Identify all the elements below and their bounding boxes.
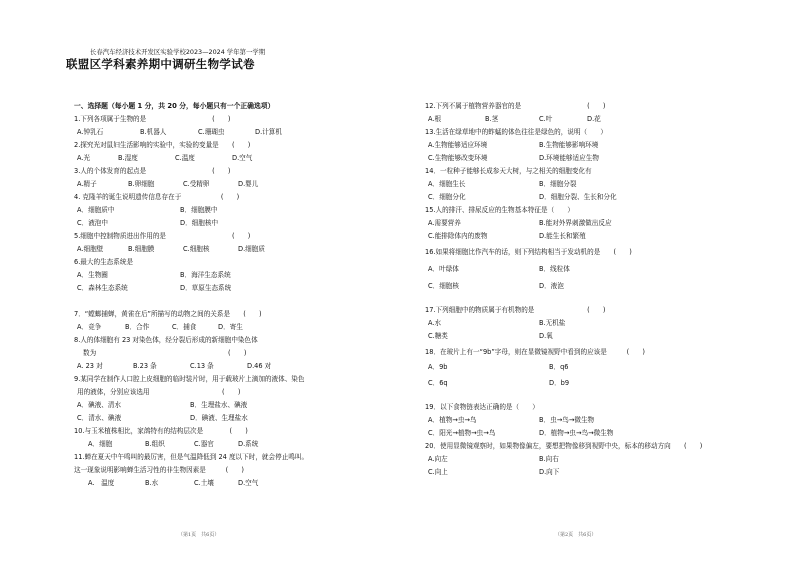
option: B.机器人 — [140, 128, 167, 136]
option: C.受精卵 — [183, 180, 210, 188]
question-14-stem: 14．一粒种子能够长成参天大树，与之相关的细胞变化有 — [425, 167, 592, 175]
option: A.钟乳石 — [77, 128, 104, 136]
option: A. 23 对 — [77, 362, 103, 370]
option: C.细胞核 — [183, 245, 210, 253]
option: C．森林生态系统 — [77, 284, 128, 292]
option: D.花 — [587, 115, 601, 123]
question-8-stem-cont: 数为 ( ) — [83, 349, 247, 357]
section-heading: 一、选择题（每小题 1 分，共 20 分，每小题只有一个正确选项） — [74, 102, 275, 110]
option: D．液泡 — [539, 282, 564, 290]
option: A.生物能够适应环境 — [428, 141, 488, 149]
question-18-stem: 18．在玻片上有一“9b”字母，则在显微镜视野中看到的应该是 ( ) — [425, 348, 645, 356]
page-number-right: （第2页 共6页） — [555, 532, 597, 538]
question-20-stem: 20．使用显微镜观察时，如果物像偏左，要想把物像移到视野中央，标本的移动方向 ( ) — [425, 442, 703, 450]
option: B．线粒体 — [539, 265, 570, 273]
option: B.组织 — [145, 440, 165, 448]
option: B.水 — [145, 479, 159, 487]
question-2-stem: 2.探究光对鼠妇生活影响的实验中，实验的变量是 ( ) — [74, 141, 251, 149]
question-19-stem: 19．以下食物链表达正确的是（ ） — [425, 403, 539, 411]
question-11-stem-cont: 这一现象说明影响蝉生活习性的非生物因素是 ( ) — [74, 466, 244, 474]
option: C.温度 — [175, 154, 195, 162]
option: D.氧 — [539, 332, 553, 340]
option: C．细胞分化 — [428, 193, 466, 201]
question-12-stem: 12.下列不属于植物营养器官的是 ( ) — [425, 102, 606, 110]
school-name: 长春汽车经济技术开发区实验学校2023—2024 学年第一学期 — [90, 48, 266, 56]
option: A．竞争 — [77, 323, 102, 331]
option: B.卵细胞 — [128, 180, 155, 188]
option: C.向上 — [428, 468, 448, 476]
question-4-stem: 4. 克隆羊的诞生说明遗传信息存在于 ( ) — [74, 193, 240, 201]
question-5-stem: 5.细胞中控制物质进出作用的是 ( ) — [74, 232, 251, 240]
option: B.能对外界刺激做出反应 — [539, 219, 612, 227]
option: C．阳光→植物→虫→鸟 — [428, 429, 496, 437]
option: B．生理盐水、碘液 — [190, 401, 248, 409]
option: D．寄生 — [218, 323, 243, 331]
question-16-stem: 16.如果将细胞比作汽车的话，则下列结构相当于发动机的是 ( ) — [425, 248, 632, 256]
option: D．草原生态系统 — [180, 284, 232, 292]
option: C.生物能够改变环境 — [428, 154, 488, 162]
option: D.空气 — [232, 154, 253, 162]
option: C.土壤 — [194, 479, 214, 487]
option: C．捕食 — [172, 323, 197, 331]
option: A．细胞质中 — [77, 206, 115, 214]
option: D.环境能够适应生物 — [539, 154, 599, 162]
exam-title: 联盟区学科素养期中调研生物学试卷 — [66, 57, 255, 71]
option: C.叶 — [539, 115, 553, 123]
option: B.23 条 — [133, 362, 157, 370]
option: C．6q — [428, 379, 448, 387]
option: A.精子 — [77, 180, 97, 188]
option: C.器官 — [194, 440, 214, 448]
option: D.46 对 — [247, 362, 272, 370]
option: B.无机盐 — [539, 319, 566, 327]
question-7-stem: 7．“螳螂捕蝉，黄雀在后”所描写的动物之间的关系是 ( ) — [74, 310, 262, 318]
option: B．细胞分裂 — [539, 180, 577, 188]
option: A．细胞生长 — [428, 180, 466, 188]
option: A．植物→虫→鸟 — [428, 416, 477, 424]
option: C.珊瑚虫 — [198, 128, 225, 136]
option: A．碘液、清水 — [77, 401, 122, 409]
option: D.婴儿 — [238, 180, 259, 188]
question-9-stem: 9.某同学在制作人口腔上皮细胞的临时装片时，用于载玻片上滴加的液体、染色 — [74, 375, 305, 383]
option: A.需要营养 — [428, 219, 461, 227]
exam-page-right — [397, 0, 794, 562]
option: A.水 — [428, 319, 442, 327]
option: A．生物圈 — [77, 271, 108, 279]
option: D．细胞核中 — [180, 219, 219, 227]
option: B．细胞膜中 — [180, 206, 218, 214]
question-10-stem: 10.与玉米植株相比，家鸽特有的结构层次是 ( ) — [74, 427, 248, 435]
option: D.向下 — [539, 468, 560, 476]
option: D.空气 — [238, 479, 259, 487]
option: A．细胞 — [88, 440, 113, 448]
option: A.根 — [428, 115, 442, 123]
option: B.向右 — [539, 455, 559, 463]
question-15-stem: 15.人的排汗、排尿反应的生物基本特征是（ ） — [425, 206, 574, 214]
option: A.光 — [77, 154, 91, 162]
option: C．清水、碘液 — [77, 414, 122, 422]
option: D．b9 — [549, 379, 570, 387]
option: B．虫→鸟→微生物 — [539, 416, 595, 424]
option: D.细胞质 — [238, 245, 265, 253]
option: B.茎 — [485, 115, 499, 123]
option: C.能排除体内的废物 — [428, 232, 488, 240]
option: B.细胞膜 — [128, 245, 155, 253]
question-11-stem: 11.蝉在夏天中午鸣叫的最厉害，但是气温降低到 24 度以下时，就会停止鸣叫。 — [74, 453, 309, 461]
option: D.能生长和繁殖 — [539, 232, 586, 240]
question-3-stem: 3.人的个体发育的起点是 ( ) — [74, 167, 231, 175]
option: C.13 条 — [190, 362, 214, 370]
question-9-stem-cont: 用的液体，分别应该选用 ( ) — [77, 388, 241, 396]
question-1-stem: 1.下列各项属于生物的是 ( ) — [74, 115, 231, 123]
option: C．细胞核 — [428, 282, 459, 290]
option: D．碘液、生理盐水 — [190, 414, 248, 422]
option: A．9b — [428, 363, 448, 371]
option: D.系统 — [238, 440, 259, 448]
option: D．植物→虫→鸟→微生物 — [539, 429, 614, 437]
option: A．叶绿体 — [428, 265, 459, 273]
option: B．q6 — [549, 363, 569, 371]
option: A. 温度 — [88, 479, 115, 487]
option: B.湿度 — [118, 154, 138, 162]
option: B.生物能够影响环境 — [539, 141, 599, 149]
option: C．液泡中 — [77, 219, 108, 227]
question-8-stem: 8.人的体细胞有 23 对染色体，经分裂后形成的新细胞中染色体 — [74, 336, 258, 344]
option: A.向左 — [428, 455, 448, 463]
option: C.糖类 — [428, 332, 448, 340]
option: A.细胞壁 — [77, 245, 104, 253]
question-6-stem: 6.最大的生态系统是 — [74, 258, 134, 266]
option: B．海洋生态系统 — [180, 271, 231, 279]
page-number-left: （第1页 共6页） — [178, 532, 220, 538]
question-17-stem: 17.下列细胞中的物质属于有机物的是 ( ) — [425, 306, 606, 314]
option: D.计算机 — [255, 128, 282, 136]
question-13-stem: 13.生活在绿草地中的蚱蜢的体色往往是绿色的，说明（ ） — [425, 128, 607, 136]
option: B．合作 — [125, 323, 150, 331]
option: D．细胞分裂、生长和分化 — [539, 193, 617, 201]
